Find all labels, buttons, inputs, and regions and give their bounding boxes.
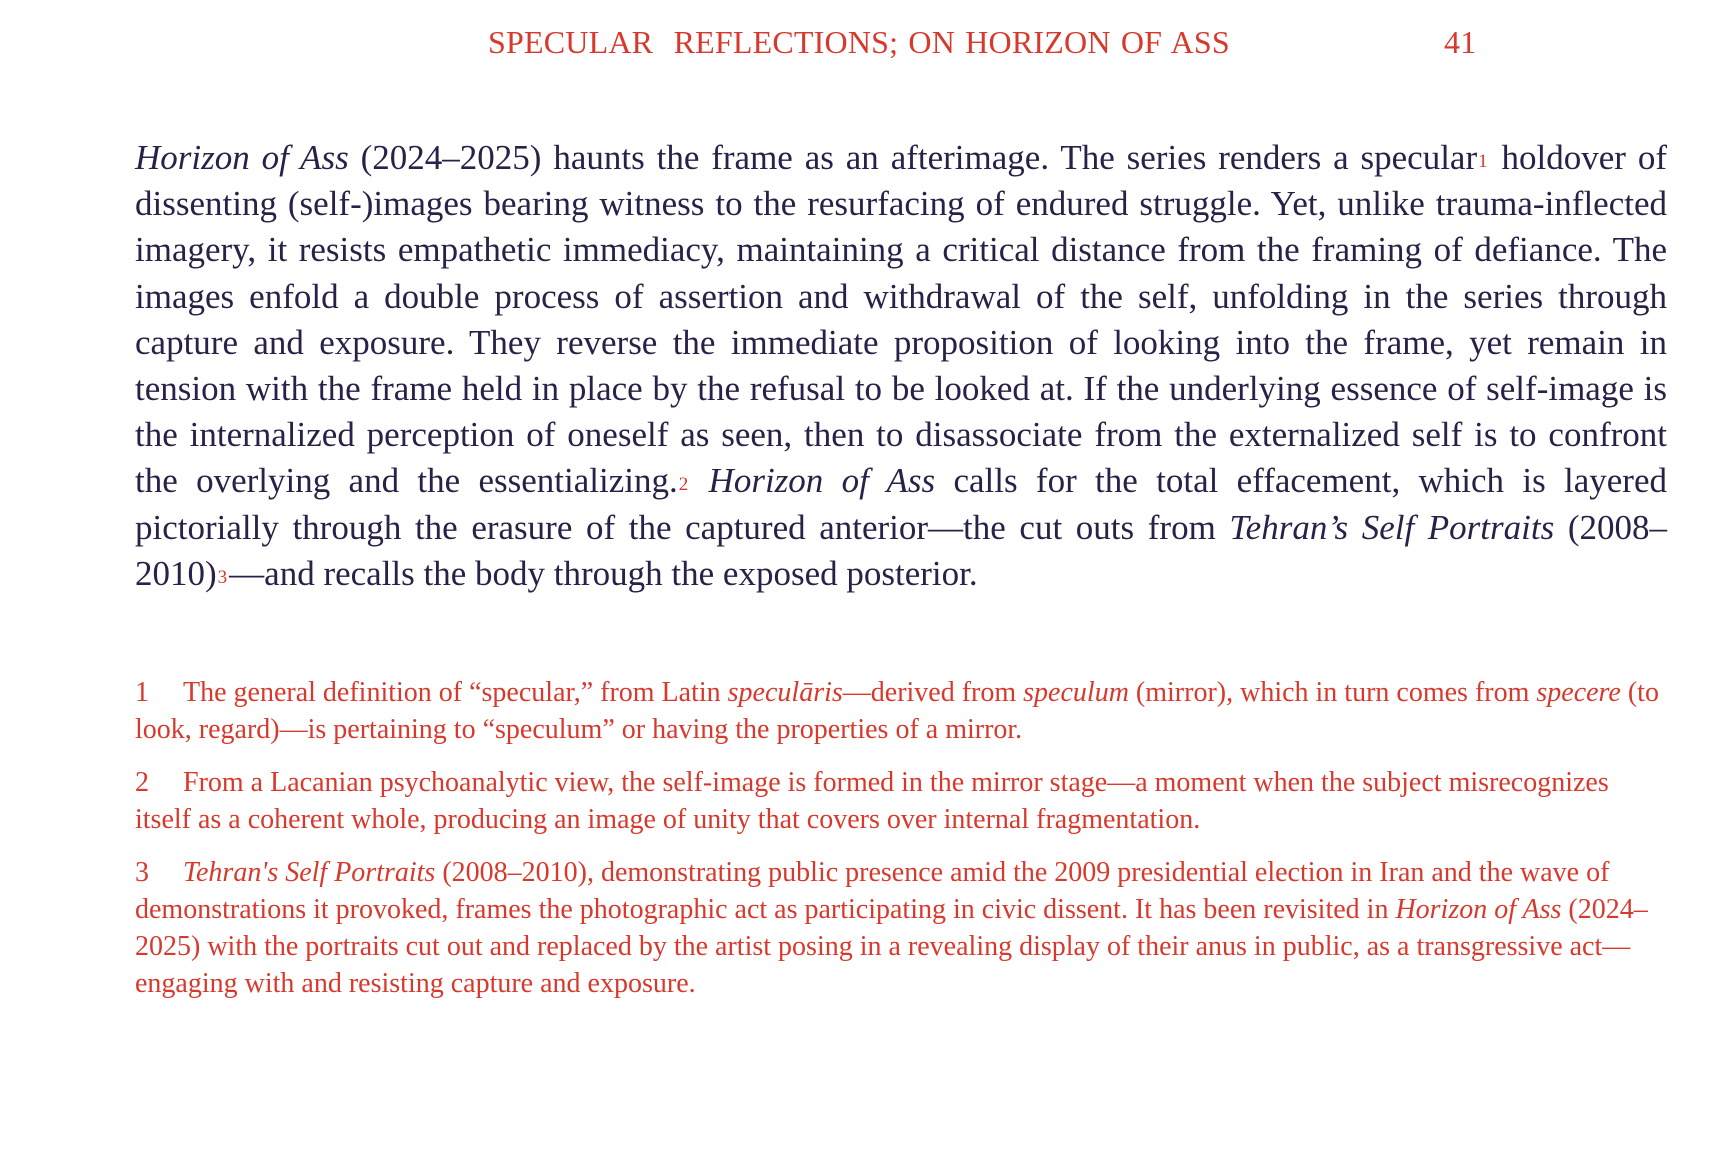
footnote-1: [135, 674, 1667, 748]
footnote-italic: speculāris: [727, 677, 843, 708]
body-text-segment: —and recalls the body through the exposed posterior.: [229, 553, 978, 593]
footnote-ref-2[interactable]: 2: [678, 474, 689, 496]
footnotes: [135, 674, 1667, 1018]
footnote-text: (to look, regard)—is pertaining to “speculum” or having the properties of a mirror.: [135, 677, 1659, 745]
footnote-text: (mirror), which in turn comes from: [1128, 677, 1537, 708]
work-title: Horizon of Ass: [708, 461, 936, 501]
body-paragraph: [135, 135, 1667, 597]
footnote-number: 3: [135, 857, 149, 888]
footnote-italic: Tehran's Self Portraits: [183, 857, 436, 888]
footnote-italic: Horizon of Ass: [1395, 894, 1562, 925]
running-title: SPECULAR REFLECTIONS; ON HORIZON OF ASS: [488, 24, 1230, 60]
footnote-number: 1: [135, 677, 149, 708]
footnote-2: [135, 764, 1667, 838]
footnote-italic: speculum: [1023, 677, 1129, 708]
footnote-ref-3[interactable]: 3: [217, 566, 228, 588]
body-text-segment: holdover of dissenting (self-)images bearing witness to the resurfacing of endured struggle. Yet, unlike trauma-inflected imagery, it resists empathetic immediacy, maintaining a critical distance from the framing of defiance. The images enfold a double process of assertion and withdrawal of the self, unfolding in the series through capture and exposure. They reverse the immediate proposition of looking into the frame, yet remain in tension with the frame held in place by the refusal to be looked at. If the underlying essence of self-image is the internalized perception of oneself as seen, then to disassociate from the externalized self is to confront the overlying and the essentializing.: [135, 138, 1667, 501]
work-title: Tehran’s Self Portraits: [1229, 507, 1555, 547]
footnote-text: (2024–2025) with the portraits cut out and replaced by the artist posing in a revealing display of their anus in public, as a transgressive act—engaging with and resisting capture and exposure.: [135, 894, 1648, 999]
footnote-number: 2: [135, 767, 149, 798]
body-text-segment: (2024–2025) haunts the frame as an afterimage. The series renders a specular: [348, 138, 1478, 177]
footnote-text: (2008–2010), demonstrating public presence amid the 2009 presidential election in Iran and the wave of demonstrations it provoked, frames the photographic act as participating in civic dissent. It has been revisited in: [135, 857, 1610, 925]
footnote-text: The general definition of “specular,” from Latin: [183, 677, 728, 708]
page-number: 41: [1444, 24, 1477, 60]
footnote-italic: specere: [1536, 677, 1621, 708]
footnote-ref-1[interactable]: 1: [1478, 151, 1488, 172]
body-text-segment: (2008–2010): [135, 507, 1667, 593]
footnote-3: [135, 854, 1667, 1002]
work-title: Horizon of Ass: [135, 138, 349, 177]
running-header: [488, 24, 1478, 68]
footnote-text: From a Lacanian psychoanalytic view, the self-image is formed in the mirror stage—a moment when the subject misrecognizes itself as a coherent whole, producing an image of unity that covers over internal fragmentation.: [135, 767, 1609, 835]
footnote-text: —derived from: [842, 677, 1024, 708]
body-text-segment: calls for the total effacement, which is layered pictorially through the erasure of the captured anterior—the cut outs from: [135, 461, 1668, 547]
